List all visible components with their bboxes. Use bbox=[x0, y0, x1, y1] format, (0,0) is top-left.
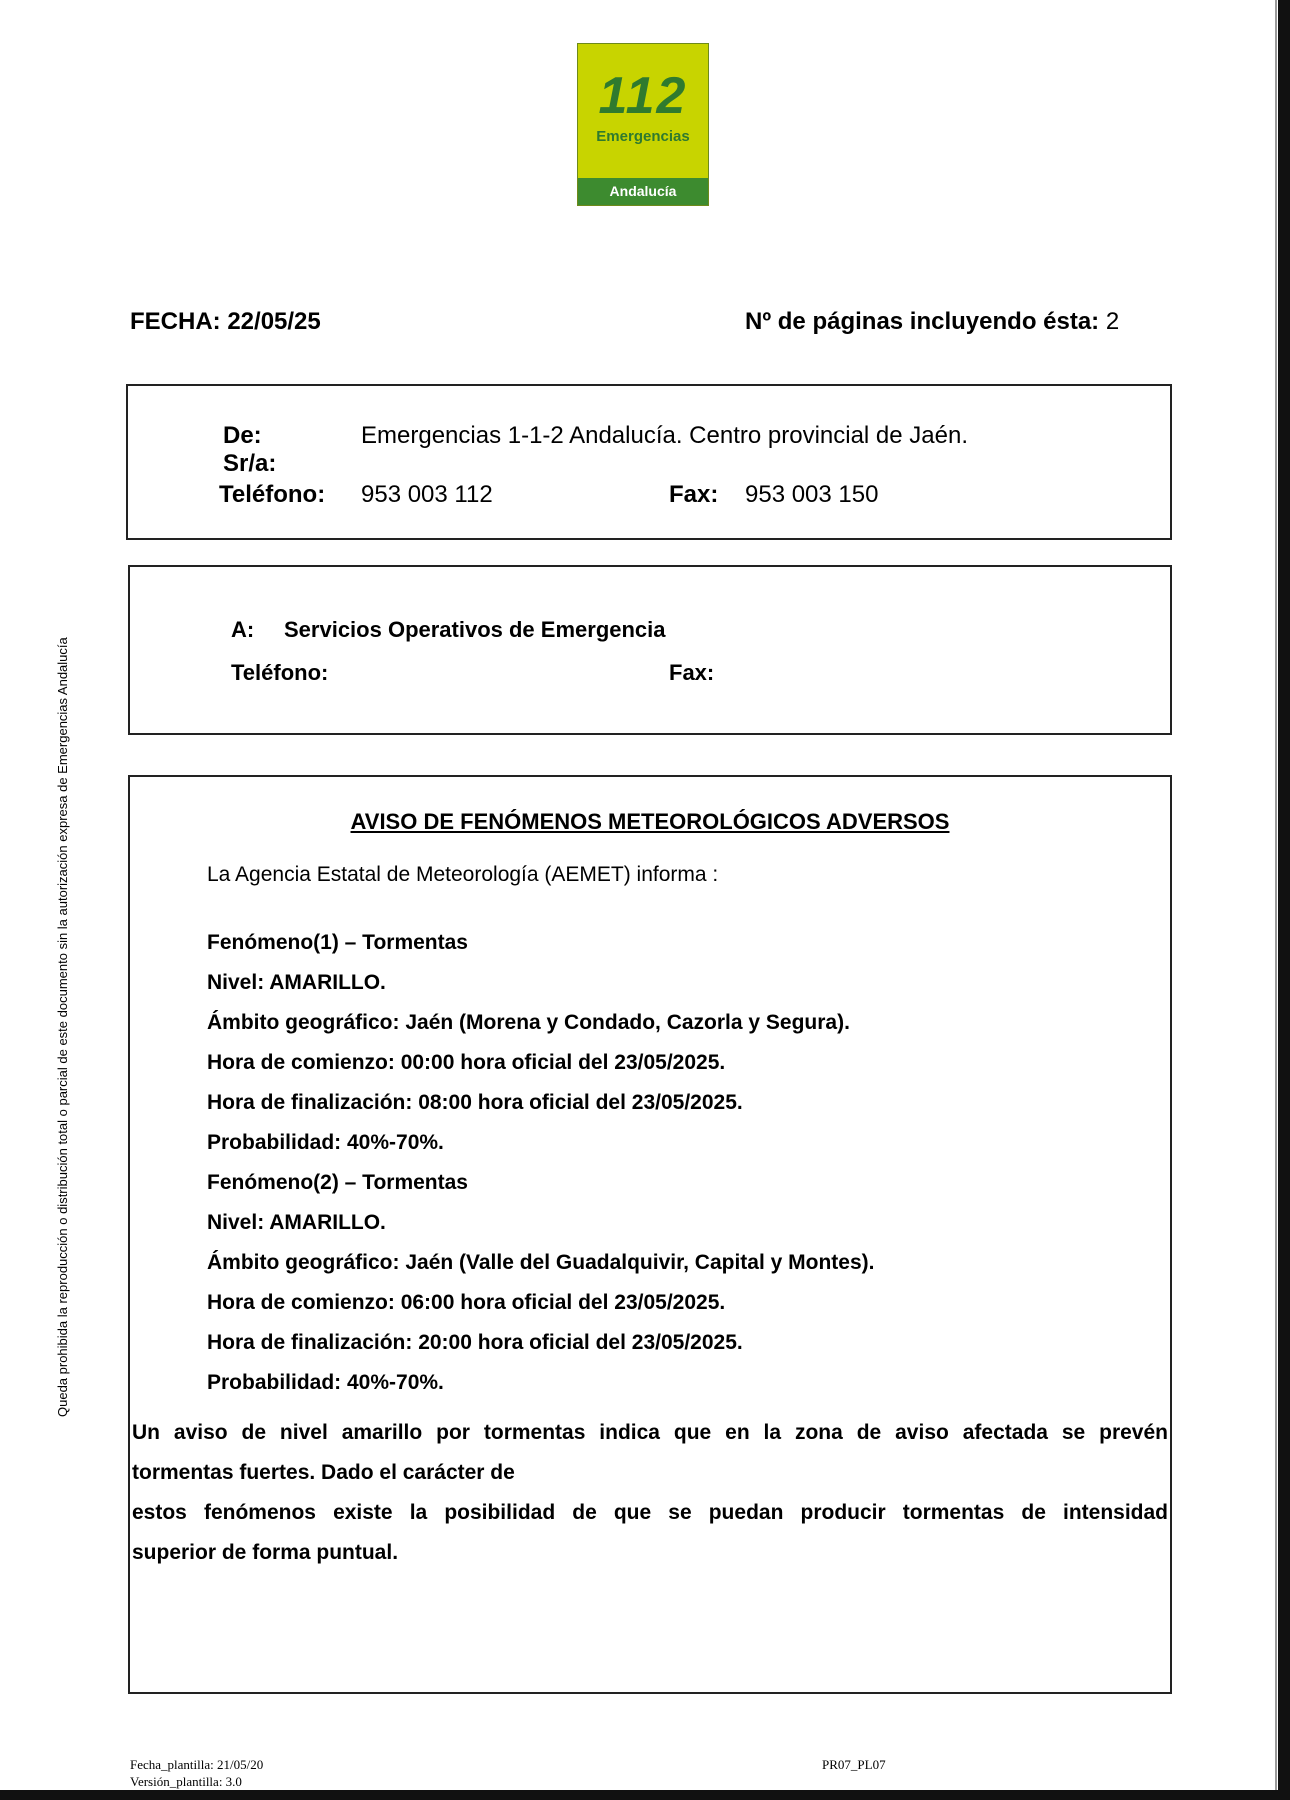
logo-region: Andalucía bbox=[578, 178, 708, 205]
recipient-telefono-label: Teléfono: bbox=[231, 660, 329, 685]
note-line-3: estos fenómenos existe la posibilidad de que se puedan producir tormentas de intensidad bbox=[132, 1501, 1168, 1524]
sra-label: Sr/a: bbox=[223, 450, 277, 477]
aviso-intro: La Agencia Estatal de Meteorología (AEMET) informa : bbox=[207, 863, 719, 886]
phenomenon-line: Nivel: AMARILLO. bbox=[207, 971, 386, 994]
phenomenon-line: Nivel: AMARILLO. bbox=[207, 1211, 386, 1234]
phenomena-list bbox=[207, 930, 874, 1410]
sender-fax-value: 953 003 150 bbox=[745, 481, 879, 508]
logo-subtitle: Emergencias bbox=[596, 128, 690, 145]
note-line-2: tormentas fuertes. Dado el carácter de bbox=[132, 1461, 515, 1484]
footer-code: PR07_PL07 bbox=[822, 1757, 886, 1772]
fecha-value: 22/05/25 bbox=[227, 308, 321, 335]
de-label: De: bbox=[223, 422, 262, 449]
note-line-1: Un aviso de nivel amarillo por tormentas indica que en la zona de aviso afectada se prevén bbox=[132, 1421, 1168, 1444]
sender-telefono-value: 953 003 112 bbox=[361, 481, 493, 508]
phenomenon-line: Hora de finalización: 20:00 hora oficial del 23/05/2025. bbox=[207, 1331, 743, 1354]
a-label: A: bbox=[231, 617, 255, 642]
de-value: Emergencias 1-1-2 Andalucía. Centro provincial de Jaén. bbox=[361, 422, 969, 449]
phenomenon-line: Fenómeno(1) – Tormentas bbox=[207, 931, 468, 954]
page-edge-bottom bbox=[0, 1790, 1290, 1800]
recipient-fax-label: Fax: bbox=[669, 660, 715, 685]
fecha-label: FECHA: bbox=[130, 308, 221, 335]
phenomenon-line: Hora de finalización: 08:00 hora oficial del 23/05/2025. bbox=[207, 1091, 743, 1114]
fecha bbox=[130, 308, 321, 336]
recipient-box bbox=[128, 565, 1172, 735]
aviso-note bbox=[132, 1413, 1168, 1573]
page-edge-line bbox=[1275, 0, 1277, 1790]
phenomenon-line: Probabilidad: 40%-70%. bbox=[207, 1131, 444, 1154]
aviso-box bbox=[128, 775, 1172, 1694]
sender-fax-label: Fax: bbox=[669, 481, 719, 508]
page-count-value: 2 bbox=[1105, 308, 1120, 335]
copyright-side-text: Queda prohibida la reproducción o distribución total o parcial de este documento sin la autorización expresa de Emergencias Andalucía bbox=[55, 637, 70, 1417]
logo-number: 112 bbox=[598, 67, 688, 125]
a-value: Servicios Operativos de Emergencia bbox=[284, 617, 666, 642]
phenomenon-line: Probabilidad: 40%-70%. bbox=[207, 1371, 444, 1394]
aviso-title: AVISO DE FENÓMENOS METEOROLÓGICOS ADVERSOS bbox=[350, 809, 950, 834]
sender-box bbox=[126, 384, 1172, 540]
sender-telefono-label: Teléfono: bbox=[219, 481, 326, 508]
emergencias-112-logo bbox=[577, 43, 709, 206]
page-count-label: Nº de páginas incluyendo ésta: bbox=[745, 308, 1100, 335]
footer-version-plantilla: Versión_plantilla: 3.0 bbox=[130, 1774, 242, 1789]
phenomenon-line: Hora de comienzo: 06:00 hora oficial del 23/05/2025. bbox=[207, 1291, 726, 1314]
page-count bbox=[745, 308, 1119, 336]
phenomenon-line: Ámbito geográfico: Jaén (Valle del Guadalquivir, Capital y Montes). bbox=[207, 1251, 875, 1274]
phenomenon-line: Fenómeno(2) – Tormentas bbox=[207, 1171, 468, 1194]
phenomenon-line: Hora de comienzo: 00:00 hora oficial del 23/05/2025. bbox=[207, 1051, 726, 1074]
footer-fecha-plantilla: Fecha_plantilla: 21/05/20 bbox=[130, 1757, 264, 1772]
page-edge-right bbox=[1278, 0, 1290, 1800]
phenomenon-line: Ámbito geográfico: Jaén (Morena y Condado, Cazorla y Segura). bbox=[207, 1011, 850, 1034]
note-line-4: superior de forma puntual. bbox=[132, 1541, 399, 1564]
